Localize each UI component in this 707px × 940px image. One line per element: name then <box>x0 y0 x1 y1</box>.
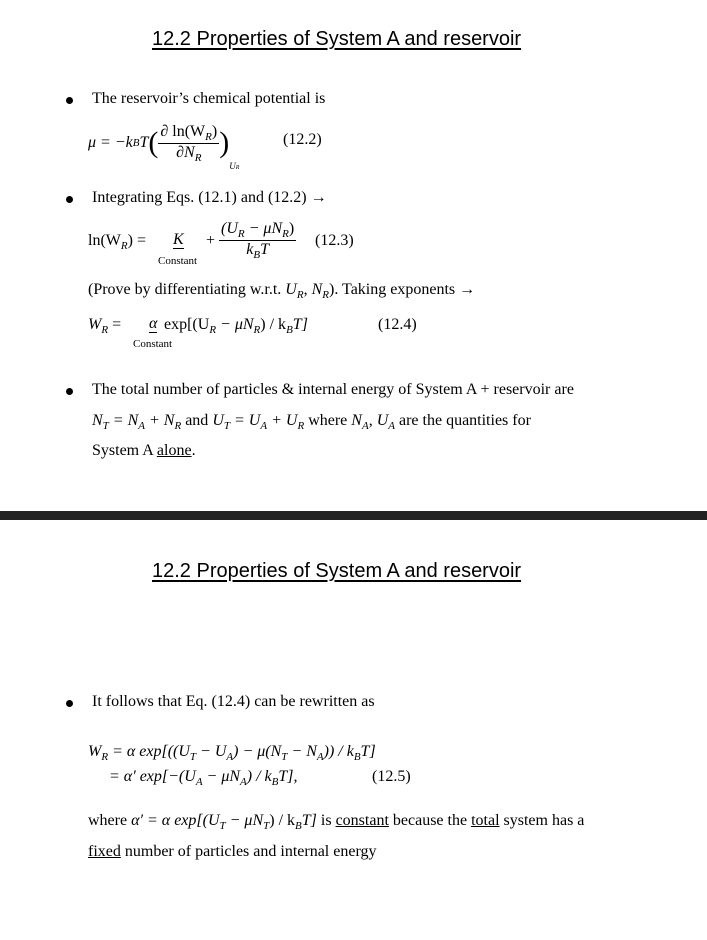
equation-12-3-lhs: $\ln(W_R)$ = <box>88 232 146 252</box>
slide-divider <box>0 511 707 520</box>
eq-part: μ = −k <box>88 134 133 151</box>
slide2-title: 12.2 Properties of System A and reservoir <box>152 560 522 582</box>
equation-line1: $W_R = \alpha$ $\exp[((U_T - U_A) - \mu(N_T - N_A)) / k_BT]$ <box>88 743 376 763</box>
plus: + <box>206 232 216 249</box>
eq-number: (12.5) <box>372 768 411 785</box>
eval-sub: UR <box>229 161 240 171</box>
eq-part: ) <box>211 122 218 140</box>
slide1-title: 12.2 Properties of System A and reservoir <box>152 28 522 50</box>
slide1-bullet2: Integrating Eqs. (12.1) and (12.2) → <box>92 189 327 206</box>
bullet-dot <box>66 97 73 104</box>
eq-part: T <box>139 134 149 151</box>
equation-12-5: = α′ $\exp[-(U_A - \mu N_A) / k_BT]$, <box>109 768 298 788</box>
paren: ( <box>148 126 159 159</box>
constant-label: Constant <box>158 255 198 267</box>
eq-number: (12.2) <box>283 131 322 148</box>
slide1-bullet3-line3: System A alone. <box>92 442 196 459</box>
eq-part: ∂ ln(W <box>160 122 206 140</box>
slide1-bullet1: The reservoir’s chemical potential is <box>92 90 326 107</box>
equation-12-4-lhs: $W_R$ = <box>88 316 122 336</box>
paren: ) <box>219 126 230 159</box>
bullet-dot <box>66 700 73 707</box>
constant-alpha: α <box>149 315 158 332</box>
equation-12-4-rhs: $\exp[(U_R - \mu N_R) / k_BT]$ <box>164 316 308 336</box>
slide1-bullet3: The total number of particles & internal energy of System A + reservoir are <box>92 381 574 398</box>
equation-12-3-fraction: $\frac{(U_R - \mu N_R)}{k_BT}$ <box>221 220 295 261</box>
constant-label: Constant <box>133 338 173 350</box>
prove-text: (Prove by differentiating w.r.t. $U_R$, $N_R$). Taking exponents → <box>88 281 476 301</box>
slide2-text-line1: where α′ = α $\exp[(U_T - \mu N_T) / k_BT]$ is constant because the total system has a <box>88 812 585 832</box>
eq-part: ∂N <box>176 143 195 161</box>
bullet-dot <box>66 196 73 203</box>
slide2-bullet1: It follows that Eq. (12.4) can be rewritten as <box>92 693 375 710</box>
slide1-bullet3-line2: $N_T = N_A + N_R$ and $U_T = U_A + U_R$ where $N_A$, $U_A$ are the quantities for <box>92 412 531 432</box>
eq-sub: R <box>194 151 202 164</box>
slide2-text-line2: fixed number of particles and internal energy <box>88 843 377 860</box>
eq-number: (12.3) <box>315 232 354 249</box>
equation-12-2 <box>88 115 239 171</box>
eq-sub: R <box>205 130 212 143</box>
constant-k: K <box>173 231 184 248</box>
eq-sub: B <box>132 137 140 149</box>
bullet-dot <box>66 388 73 395</box>
eq-number: (12.4) <box>378 316 417 333</box>
fraction <box>158 123 219 164</box>
